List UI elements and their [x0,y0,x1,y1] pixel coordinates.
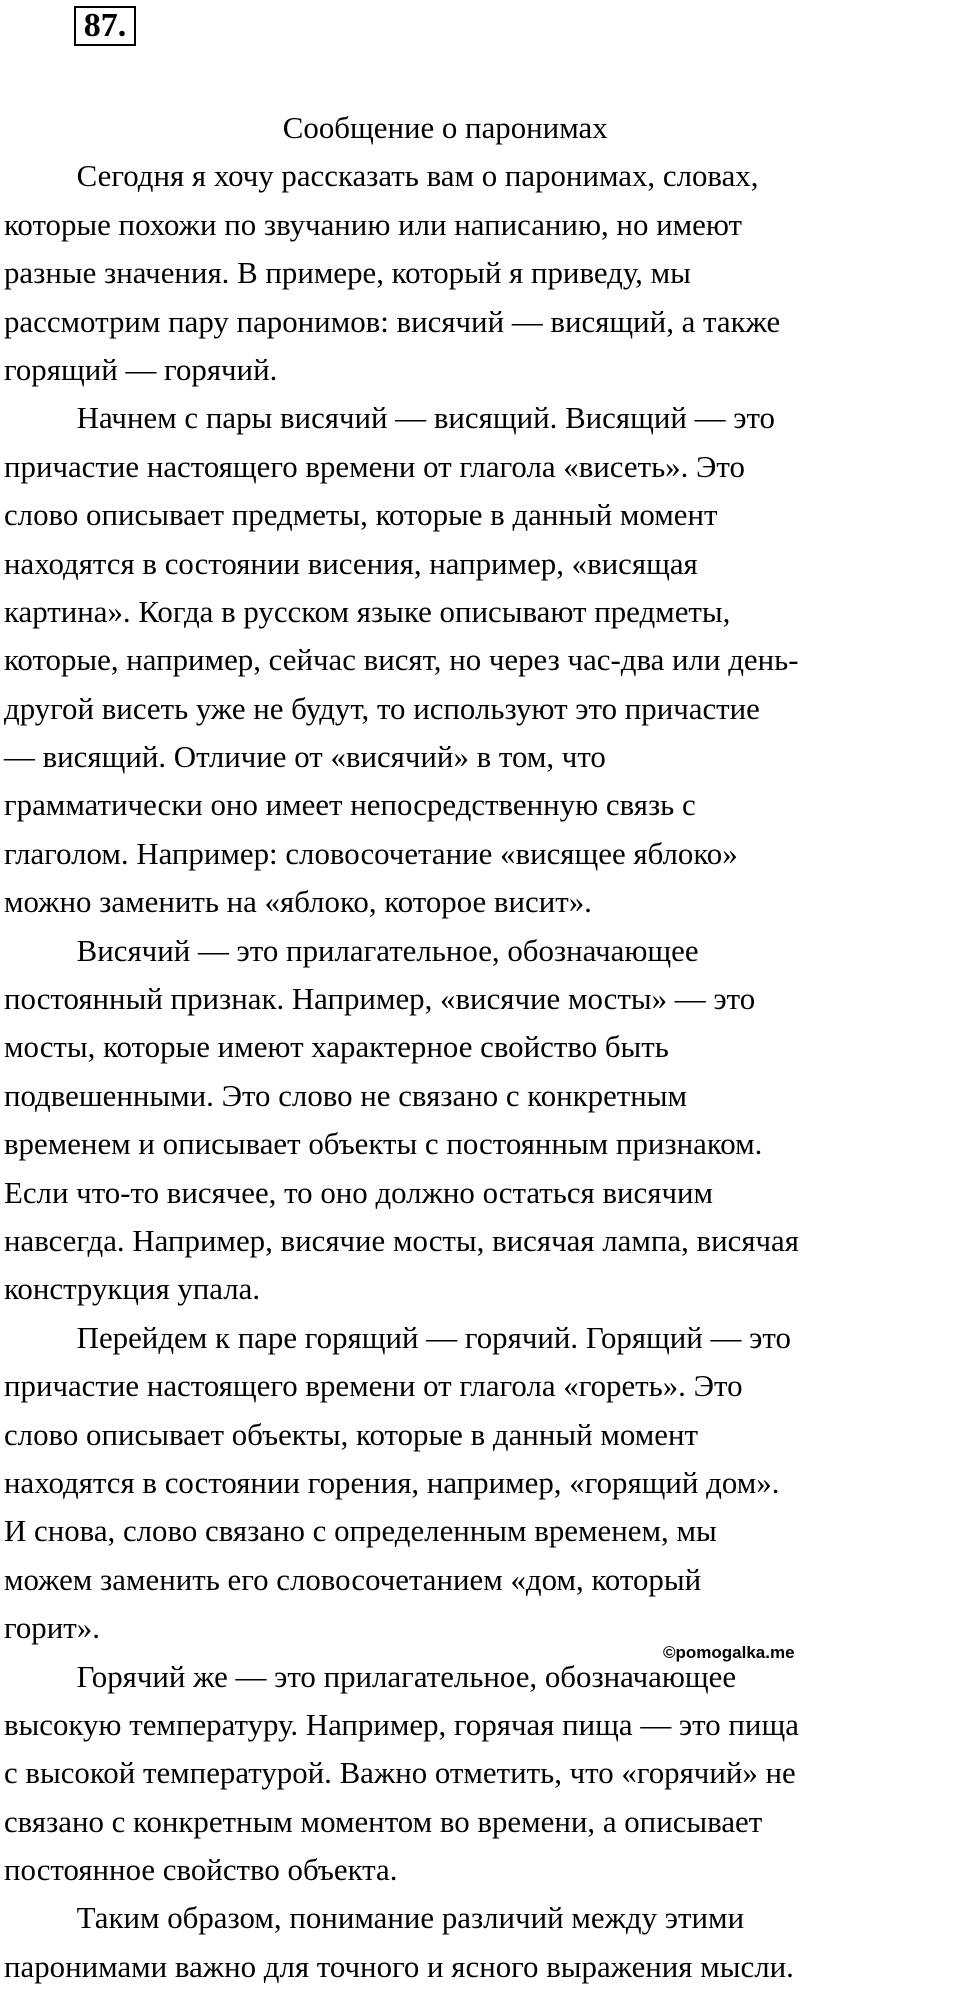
text-line: находятся в состоянии висения, например, «висящая [3,545,698,581]
text-line: Перейдем к паре горящий — горячий. Горящий — это [76,1319,791,1355]
text-line: глаголом. Например: словосочетание «висящее яблоко» [3,835,738,871]
text-line: временем и описывает объекты с постоянным признаком. [3,1126,763,1162]
text-line: которые, например, сейчас висят, но через час-два или день- [3,642,799,678]
text-line: можно заменить на «яблоко, которое висит». [3,884,592,920]
text-line: связано с конкретным моментом во времени, а описывает [3,1803,763,1839]
text-line: картина». Когда в русском языке описывают предметы, [3,593,731,629]
text-line: находятся в состоянии горения, например, «горящий дом». [3,1464,780,1500]
text-line: грамматически оно имеет непосредственную связь с [3,787,696,823]
text-line: горит». [3,1610,100,1646]
text-line: Сегодня я хочу рассказать вам о паронимах, словах, [76,158,759,194]
text-line: Висячий — это прилагательное, обозначающее [76,932,699,968]
text-line: — висящий. Отличие от «висячий» в том, что [3,739,606,775]
text-line: высокую температуру. Например, горячая пища — это пища [3,1706,799,1742]
text-line: постоянное свойство объекта. [3,1852,398,1888]
text-line: паронимами важно для точного и ясного выражения мысли. [3,1948,794,1984]
text-line: рассмотрим пару паронимов: висячий — висящий, а также [3,303,781,339]
text-line: слово описывает предметы, которые в данный момент [3,497,718,533]
text-line: с высокой температурой. Важно отметить, что «горячий» не [3,1755,796,1791]
text-line: Если что-то висячее, то оно должно остаться висячим [3,1174,714,1210]
text-line: разные значения. В примере, который я приведу, мы [3,255,691,291]
text-line: И снова, слово связано с определенным временем, мы [3,1513,717,1549]
document-body [0,104,960,1991]
text-line: постоянный признак. Например, «висячие мосты» — это [3,981,756,1017]
text-line: причастие настоящего времени от глагола «висеть». Это [3,448,745,484]
text-line: Таким образом, понимание различий между этими [76,1900,745,1936]
task-number-box: 87. [74,6,136,46]
text-line: конструкция упала. [3,1271,261,1307]
text-line: навсегда. Например, висячие мосты, висячая лампа, висячая [3,1222,799,1258]
watermark: ©pomogalka.me [663,1643,795,1662]
text-line: Горячий же — это прилагательное, обозначающее [76,1658,737,1694]
document-title: Сообщение о паронимах [282,110,608,145]
text-line: слово описывает объекты, которые в данный момент [3,1416,698,1452]
text-line: другой висеть уже не будут, то используют это причастие [3,690,760,726]
text-line: можем заменить его словосочетанием «дом, который [3,1561,702,1597]
text-line: Начнем с пары висячий — висящий. Висящий — это [76,400,775,436]
text-line: подвешенными. Это слово не связано с конкретным [3,1077,688,1113]
text-line: которые похожи по звучанию или написанию, но имеют [3,206,743,242]
text-line: мосты, которые имеют характерное свойство быть [3,1029,669,1065]
text-line: причастие настоящего времени от глагола «гореть». Это [3,1368,743,1404]
text-line: горящий — горячий. [3,351,278,387]
